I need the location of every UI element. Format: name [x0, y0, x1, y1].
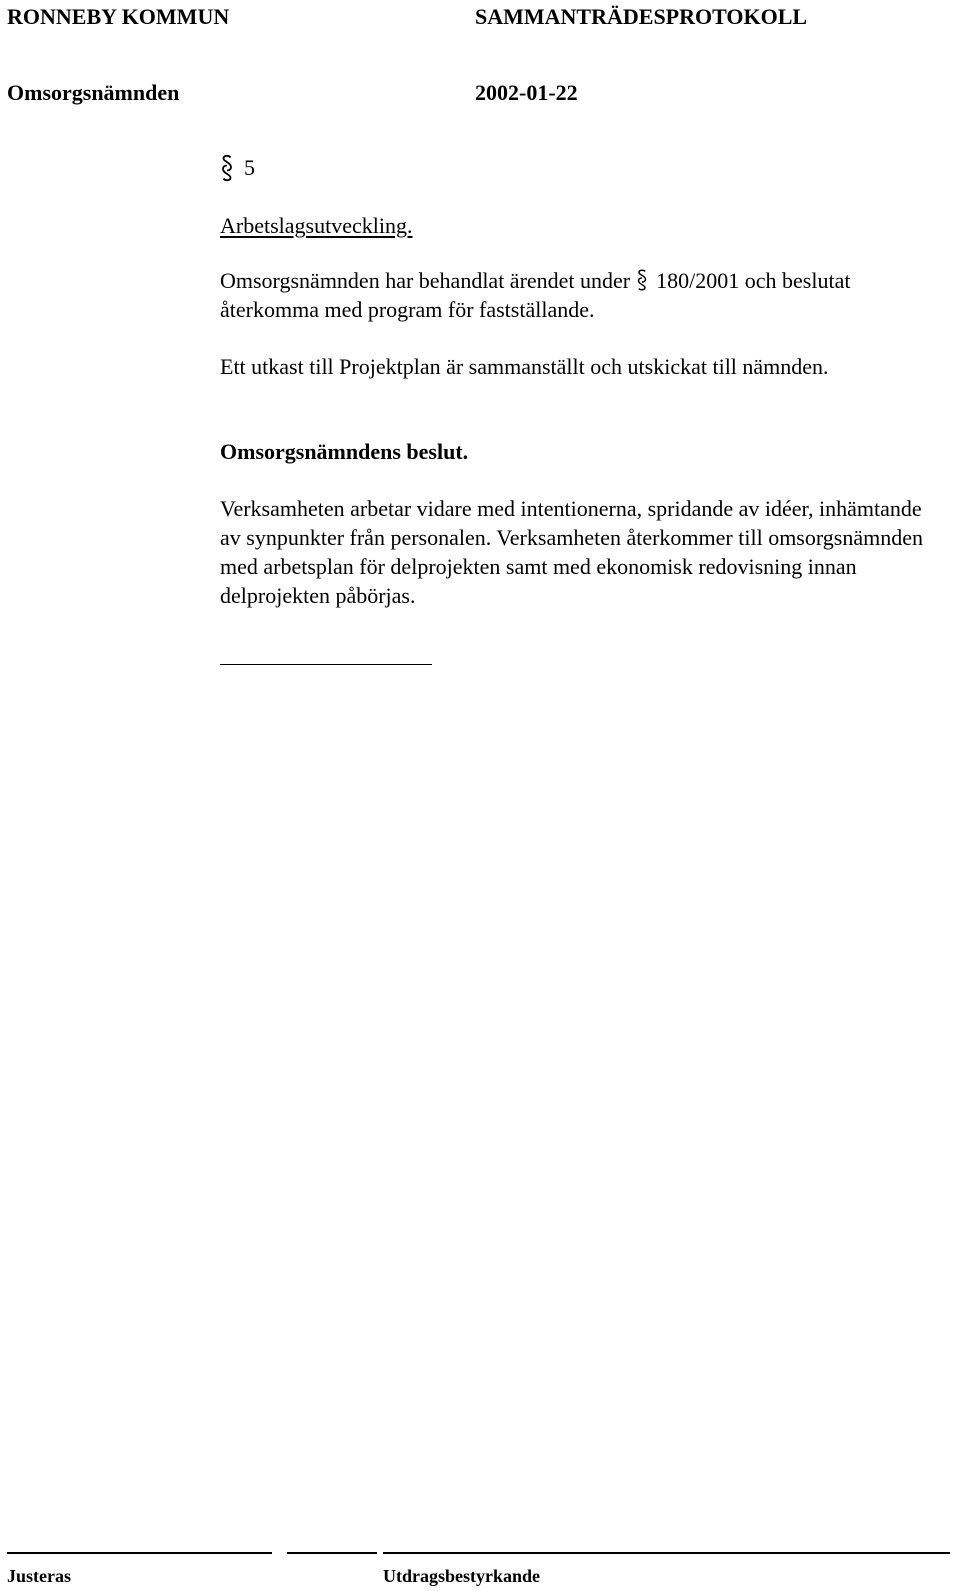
footer-rule [7, 1552, 272, 1554]
section-sign-icon [636, 269, 648, 291]
committee-name: Omsorgsnämnden [7, 80, 180, 105]
document-type: SAMMANTRÄDESPROTOKOLL [475, 4, 808, 29]
decision-heading: Omsorgsnämndens beslut. [220, 439, 469, 464]
paragraph-background-end: 180/2001 och beslutat återkomma med program för fastställande. [220, 268, 851, 322]
section-title: Arbetslagsutveckling. [220, 213, 413, 238]
section-sign-icon [220, 154, 234, 182]
paragraph-background [220, 266, 920, 324]
meeting-date: 2002-01-22 [475, 80, 578, 105]
footer-rule [383, 1552, 950, 1554]
footer-rule [287, 1552, 377, 1554]
footer-justeras-label: Justeras [7, 1566, 71, 1586]
section-end-rule [220, 664, 432, 665]
paragraph-number-row [220, 154, 255, 182]
paragraph-draft: Ett utkast till Projektplan är sammanställt och utskickat till nämnden. [220, 354, 829, 379]
organization-name: RONNEBY KOMMUN [7, 4, 230, 29]
decision-text: Verksamheten arbetar vidare med intentionerna, spridande av idéer, inhämtande av synpunkter från personalen. Verksamheten återkommer till omsorgsnämnden med arbetsplan för delprojekten samt med ekonomisk redovisning innan delprojekten påbörjas. [220, 496, 924, 608]
paragraph-number: 5 [244, 155, 255, 180]
footer-utdrag-label: Utdragsbestyrkande [383, 1566, 541, 1586]
paragraph-background-start: Omsorgsnämnden har behandlat ärendet under [220, 268, 631, 293]
